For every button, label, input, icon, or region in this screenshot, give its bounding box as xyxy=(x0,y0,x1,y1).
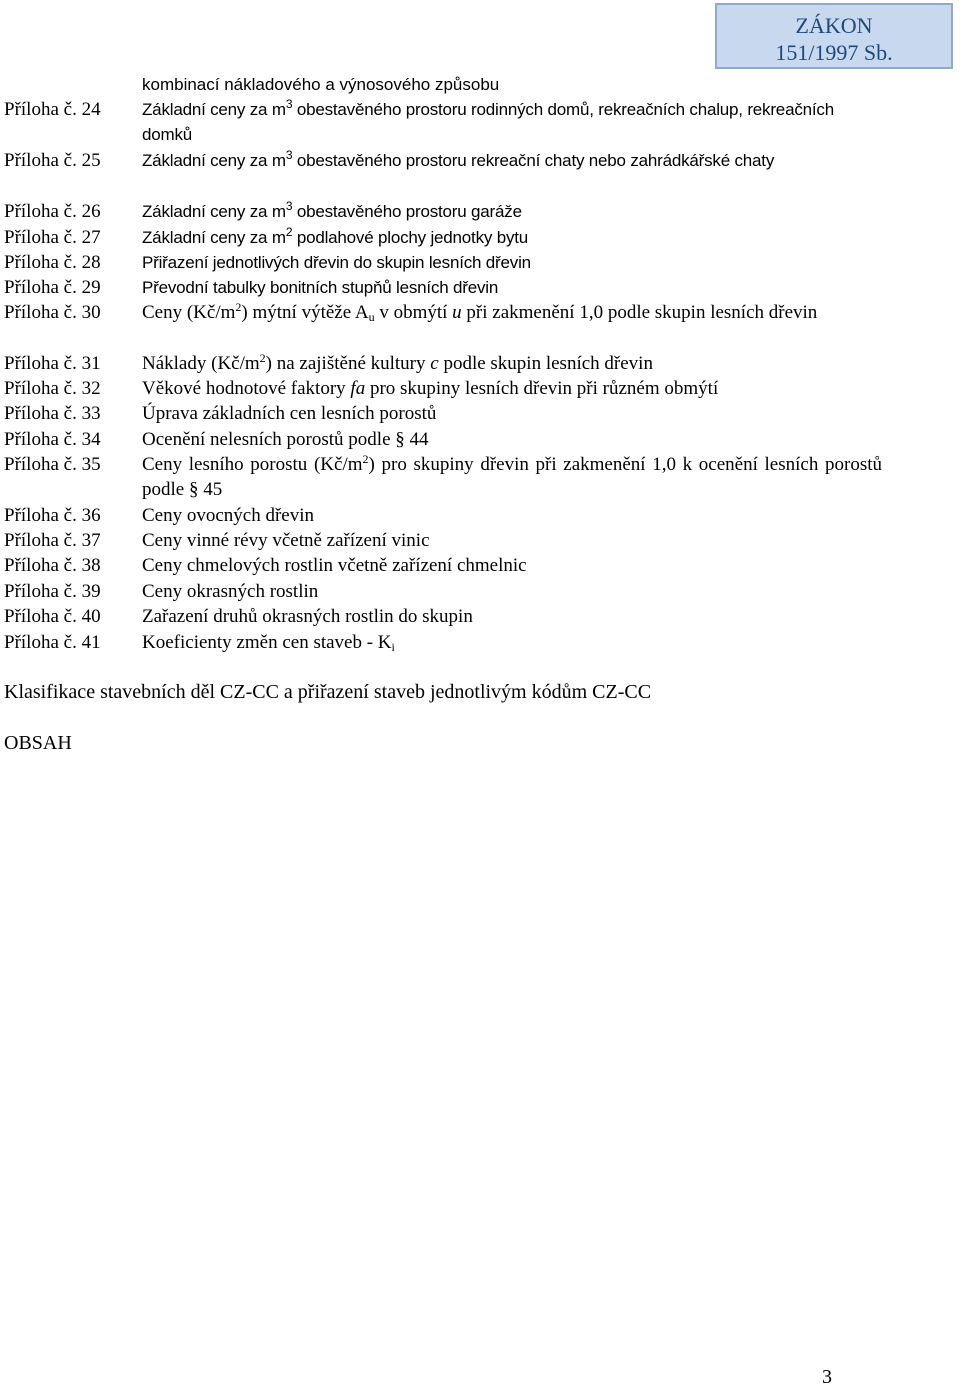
classification-line: Klasifikace stavebních děl CZ-CC a přiřazení staveb jednotlivým kódům CZ-CC xyxy=(4,681,652,703)
annex-title: Přiřazení jednotlivých dřevin do skupin lesních dřevin xyxy=(142,253,531,272)
annex-title: Základní ceny za $m^2$ podlahové plochy jednotky bytu xyxy=(142,225,529,247)
annex-title: Koeficienty změn cen staveb - $K_i$ xyxy=(142,632,395,654)
annex-title: Základní ceny za $m^3$ obestavěného prostoru garáže xyxy=(142,199,522,221)
annex-title: Zařazení druhů okrasných rostlin do skupin xyxy=(142,606,473,627)
annex-title: Věkové hodnotové faktory fa pro skupiny lesních dřevin při různém obmýtí xyxy=(142,378,719,399)
annex-title: Ocenění nelesních porostů podle § 44 xyxy=(142,429,429,450)
annex-label: Příloha č. 39 xyxy=(4,581,101,602)
annex-label: Příloha č. 25 xyxy=(4,150,101,171)
annex-title: Úprava základních cen lesních porostů xyxy=(142,403,437,424)
law-badge-title: ZÁKON xyxy=(795,13,873,38)
annex-title: Ceny chmelových rostlin včetně zařízení chmelnic xyxy=(142,555,527,576)
annex-label: Příloha č. 30 xyxy=(4,302,101,323)
page-number: 3 xyxy=(822,1366,832,1388)
annex-label: Příloha č. 24 xyxy=(4,99,101,120)
annex-label: Příloha č. 31 xyxy=(4,353,101,374)
annex-label: Příloha č. 37 xyxy=(4,530,101,551)
annex-label: Příloha č. 27 xyxy=(4,227,101,248)
annex-label: Příloha č. 29 xyxy=(4,277,101,298)
annex-label: Příloha č. 35 xyxy=(4,454,101,475)
annex-label: Příloha č. 41 xyxy=(4,632,101,653)
annex-label: Příloha č. 36 xyxy=(4,505,101,526)
annex-title: Ceny lesního porostu $(Kč/m^2)$ pro skupiny dřevin při zakmenění 1,0 k ocenění lesních porostů podle § 45 xyxy=(142,452,882,500)
law-badge xyxy=(715,3,953,69)
annex-label: Příloha č. 40 xyxy=(4,606,101,627)
annex-label: Příloha č. 28 xyxy=(4,252,101,273)
annex-label: Příloha č. 26 xyxy=(4,201,101,222)
annex-title: Ceny vinné révy včetně zařízení vinic xyxy=(142,530,430,551)
annex-title: Základní ceny za $m^3$ obestavěného prostoru rekreační chaty nebo zahrádkářské chaty xyxy=(142,148,775,170)
annex-title: Ceny $(Kč/m^2)$ mýtní výtěže $A_u$ v obmýtí u při zakmenění 1,0 podle skupin lesních dřevin xyxy=(142,300,818,324)
annex-label: Příloha č. 33 xyxy=(4,403,101,424)
law-badge-number: 151/1997 Sb. xyxy=(775,40,893,65)
annex-label: Příloha č. 34 xyxy=(4,429,101,450)
annex-title: Základní ceny za $m^3$ obestavěného prostoru rodinných domů, rekreačních chalup, rekreačních domků xyxy=(142,97,834,144)
continuation-text: kombinací nákladového a výnosového způsobu xyxy=(142,75,500,94)
annex-title: Ceny ovocných dřevin xyxy=(142,505,315,526)
contents-heading: OBSAH xyxy=(4,732,72,754)
annex-title: Ceny okrasných rostlin xyxy=(142,581,319,602)
annex-title: Náklady $(Kč/m^2)$ na zajištěné kultury c podle skupin lesních dřevin xyxy=(142,351,653,374)
annex-label: Příloha č. 32 xyxy=(4,378,101,399)
annex-title: Převodní tabulky bonitních stupňů lesních dřevin xyxy=(142,278,499,297)
annex-label: Příloha č. 38 xyxy=(4,555,101,576)
